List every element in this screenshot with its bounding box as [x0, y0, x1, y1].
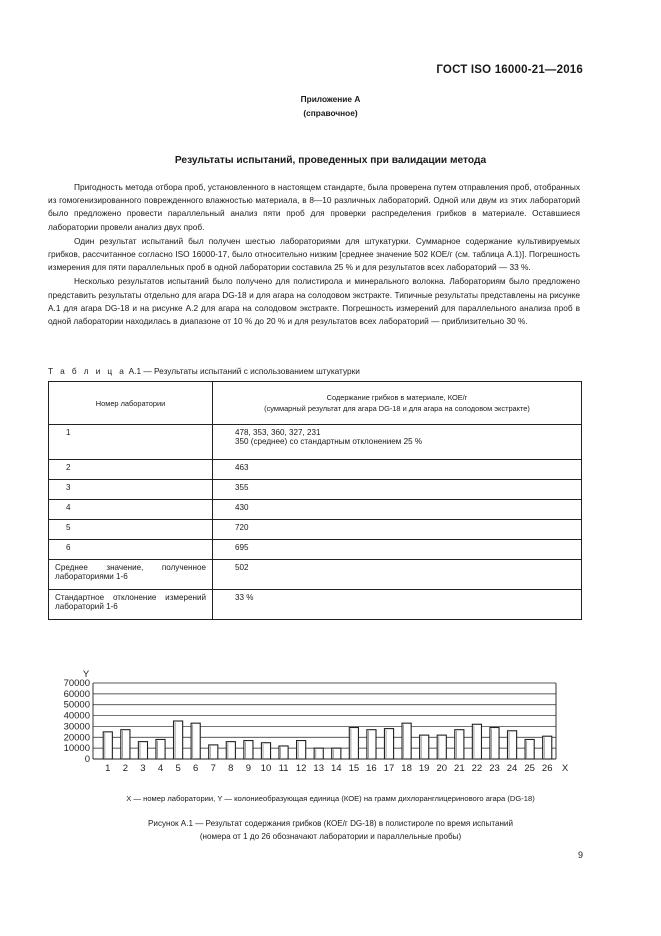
table-caption — [48, 366, 360, 376]
x-tick-label: 26 — [541, 763, 553, 774]
table-cell-lab: 2 — [49, 460, 213, 480]
x-tick-label: 4 — [157, 763, 164, 774]
body-text — [48, 181, 580, 328]
table-col2-header-line1: Содержание грибков в материале, КОЕ/г — [326, 393, 468, 402]
figure-caption — [0, 817, 661, 843]
table-header-row — [49, 382, 582, 425]
table-col2-header-line2: (суммарный результат для агара DG-18 и для агара на солодовом экстракте) — [264, 404, 530, 413]
x-tick-label: 13 — [313, 763, 325, 774]
paragraph: Пригодность метода отбора проб, установленного в настоящем стандарте, была проверена путем отправления проб, отобранных из гомогенизированного поврежденного влажностью материала, в 8—10 различных лабораторий. Одной или двум из этих лабораторий было предложено провести параллельный анализ пяти проб для проверки распределения грибков в материале. Оставшиеся лаборатории провели анализ двух проб. — [48, 182, 580, 232]
table-row — [49, 560, 582, 590]
table-col1-header: Номер лаборатории — [49, 382, 213, 425]
y-tick-label: 50000 — [63, 699, 90, 711]
y-tick-label: 20000 — [63, 732, 90, 744]
x-tick-label: 15 — [348, 763, 360, 774]
x-tick-label: 18 — [401, 763, 412, 774]
table-cell-lab: Среднее значение, полученное лабораториями 1-6 — [49, 560, 213, 590]
table-cell-value: 463 — [213, 460, 582, 480]
x-tick-label: 22 — [471, 763, 483, 774]
x-tick-label: 21 — [454, 763, 465, 774]
x-tick-label: 9 — [245, 763, 252, 774]
x-tick-label: 25 — [524, 763, 535, 774]
x-tick-label: 24 — [506, 763, 518, 774]
standard-header: ГОСТ ISO 16000-21—2016 — [436, 64, 583, 76]
x-tick-label: 3 — [140, 763, 146, 774]
x-tick-label: 20 — [436, 763, 448, 774]
y-tick-label: 10000 — [63, 743, 90, 755]
table-cell-value: 695 — [213, 540, 582, 560]
table-cell-value: 33 % — [213, 590, 582, 620]
y-axis-label: Y — [82, 669, 90, 680]
y-tick-label: 60000 — [63, 688, 90, 700]
table-col2-header — [213, 382, 582, 425]
table-cell-value: 502 — [213, 560, 582, 590]
figure-caption-line1: Рисунок А.1 — Результат содержания грибков (КОЕ/г DG-18) в полистироле по время испытаний — [148, 819, 513, 828]
table-cell-value-line1: 478, 353, 360, 327, 231 — [235, 428, 321, 437]
section-title: Результаты испытаний, проведенных при валидации метода — [174, 155, 487, 166]
table-cell-lab: 6 — [49, 540, 213, 560]
table-row — [49, 540, 582, 560]
table-row — [49, 520, 582, 540]
table-caption-text: А.1 — Результаты испытаний с использованием штукатурки — [126, 366, 360, 376]
x-tick-label: 23 — [489, 763, 500, 774]
table-row — [49, 480, 582, 500]
x-tick-label: 16 — [366, 763, 377, 774]
table-caption-prefix: Т а б л и ц а — [48, 366, 127, 376]
table-cell-value: 720 — [213, 520, 582, 540]
table-cell-lab: 3 — [49, 480, 213, 500]
x-tick-label: 6 — [193, 763, 199, 774]
table-cell-value-line2: 350 (среднее) со стандартным отклонением 25 % — [235, 437, 423, 446]
x-tick-label: 10 — [260, 763, 272, 774]
paragraph: Несколько результатов испытаний было получено для полистирола и минерального волокна. Лабораториям было предложено представить результаты отдельно для агара DG-18 и для агара на солодовом экстракте. Типичные результаты представлены на рисунке А.1 для агара DG-18 и на рисунке А.2 для агара на солодовом экстракте. Погрешность измерений для параллельного анализа проб в одной лаборатории находилась в диапазоне от 10 % до 20 % и для результатов всех лабораторий — приблизительно 30 %. — [48, 276, 580, 327]
table-row — [49, 590, 582, 620]
table-cell-lab: 4 — [49, 500, 213, 520]
x-tick-label: 17 — [383, 763, 395, 774]
x-tick-label: 7 — [210, 763, 216, 774]
paragraph: Один результат испытаний был получен шестью лабораториями для штукатурки. Суммарное содержание культивируемых грибков, рассчитанное согласно ISO 16000-17, было относительно низким [среднее значение 502 КОЕ/г (см. таблица А.1)]. Погрешность измерения для пяти параллельных проб в одной лаборатории составила 25 % и для результатов всех лабораторий — 33 %. — [48, 235, 580, 273]
page-number: 9 — [577, 850, 583, 860]
x-tick-label: 8 — [228, 763, 234, 774]
x-axis-label: X — [561, 763, 569, 774]
annex-title: Приложение А — [300, 94, 361, 104]
x-tick-label: 1 — [105, 763, 111, 774]
table-cell-lab: Стандартное отклонение измерений лабораторий 1-6 — [49, 590, 213, 620]
bar-chart — [56, 662, 586, 777]
table-row — [49, 500, 582, 520]
x-tick-label: 2 — [122, 763, 129, 774]
x-tick-label: 11 — [278, 763, 289, 774]
table-cell-lab: 1 — [49, 425, 213, 460]
table-cell-value: 430 — [213, 500, 582, 520]
table-cell-value — [213, 425, 582, 460]
annex-subtitle: (справочное) — [303, 108, 358, 118]
table-cell-value: 355 — [213, 480, 582, 500]
table-cell-lab: 5 — [49, 520, 213, 540]
figure-caption-line2: (номера от 1 до 26 обозначают лаборатории и параллельные пробы) — [199, 832, 462, 841]
y-tick-label: 40000 — [63, 710, 90, 722]
chart-axis-caption: X — номер лаборатории, Y — колониеобразующая единица (КОЕ) на грамм дихлоранглицеринового агара (DG-18) — [126, 794, 535, 803]
x-tick-label: 12 — [295, 763, 307, 774]
y-tick-label: 0 — [84, 754, 90, 765]
x-tick-label: 19 — [418, 763, 430, 774]
table-row — [49, 425, 582, 460]
y-tick-label: 30000 — [63, 721, 90, 733]
table-row — [49, 460, 582, 480]
x-tick-label: 5 — [175, 763, 181, 774]
y-tick-label: 70000 — [63, 678, 90, 689]
x-tick-label: 14 — [330, 763, 342, 774]
results-table — [48, 381, 582, 620]
